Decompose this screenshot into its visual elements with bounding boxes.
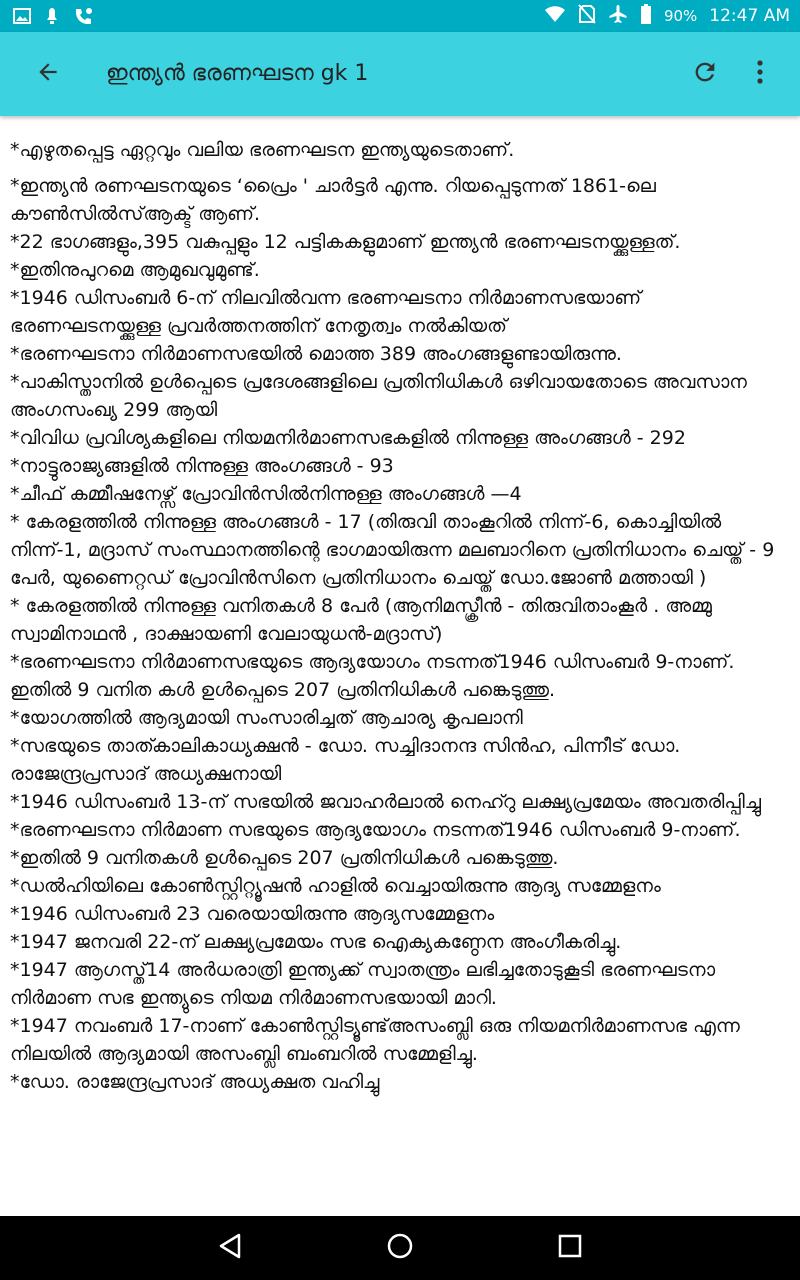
page-title: ഇന്ത്യൻ ഭരണഘടന gk 1: [106, 61, 369, 86]
back-nav-icon: [217, 1232, 243, 1264]
paragraph: *ഭരണഘടനാ നിർമാണസഭയുടെ ആദ്യയോഗം നടന്നത്1946 ഡിസംബർ 9-നാണ്. ഇതിൽ 9 വനിത കൾ ഉൾപ്പെടെ 207 പ്രതിനിധികൾ പങ്കെടുത്തു.: [10, 651, 735, 701]
paragraph: *നാട്ടുരാജ്യങ്ങളിൽ നിന്നുള്ള അംഗങ്ങൾ - 93: [10, 455, 394, 477]
article-content[interactable]: [0, 122, 800, 1216]
nav-home-button[interactable]: [370, 1224, 430, 1272]
paragraph: *1946 ഡിസംബർ 23 വരെയായിരുന്നു ആദ്യസമ്മേളനം: [10, 903, 495, 925]
status-left-icons: [12, 6, 94, 30]
wifi-icon: [544, 5, 566, 28]
paragraph: *ചീഫ് കമ്മീഷനേഴ്സ് പ്രോവിൻസിൽനിന്നുള്ള അംഗങ്ങൾ —4: [10, 483, 522, 505]
paragraph: * കേരളത്തിൽ നിന്നുള്ള അംഗങ്ങൾ - 17 (തിരുവി താംകൂറിൽ നിന്ന്-6, കൊച്ചിയിൽ നിന്ന്-1, മദ്രാസ് സംസ്ഥാനത്തിന്റെ ഭാഗമായിരുന്ന മലബാറിനെ പ്രതിനിധാനം ചെയ്ത് - 9 പേർ, യുണൈറ്റഡ് പ്രോവിൻസിനെ പ്രതിനിധാനം ചെയ്ത് ഡോ.ജോൺ മത്തായി ): [10, 511, 775, 589]
paragraph: *യോഗത്തിൽ ആദ്യമായി സംസാരിച്ചത് ആചാര്യ കൃപലാനി: [10, 707, 523, 729]
paragraph: * കേരളത്തിൽ നിന്നുള്ള വനിതകൾ 8 പേർ (ആനിമസ്ക്രീൻ - തിരുവിതാംകൂർ . അമ്മു സ്വാമിനാഥൻ , ദാക്ഷായണി വേലായുധൻ-മദ്രാസ്): [10, 595, 712, 645]
image-icon: [12, 6, 32, 30]
status-bar: [0, 0, 800, 32]
paragraph: *1946 ഡിസംബർ 13-ന് സഭയിൽ ജവാഹർലാൽ നെഹ്റു ലക്ഷ്യപ്രമേയം അവതരിപ്പിച്ചു: [10, 791, 762, 813]
status-right: [544, 0, 790, 32]
airplane-icon: [608, 4, 628, 29]
nav-back-button[interactable]: [200, 1224, 260, 1272]
nav-recents-button[interactable]: [540, 1224, 600, 1272]
recents-nav-icon: [558, 1234, 582, 1262]
paragraph: *എഴുതപ്പെട്ട ഏറ്റവും വലിയ ഭരണഘടന ഇന്ത്യയുടെതാണ്.: [10, 139, 515, 161]
paragraph: *ഇതിനുപുറമെ ആമുഖവുമുണ്ട്.: [10, 259, 260, 281]
back-button[interactable]: [22, 50, 74, 98]
navigation-bar: [0, 1216, 800, 1280]
paragraph: *ഭരണഘടനാ നിർമാണസഭയിൽ മൊത്ത 389 അംഗങ്ങളുണ്ടായിരുന്നു.: [10, 343, 622, 365]
paragraph: *1946 ഡിസംബർ 6-ന് നിലവിൽവന്ന ഭരണഘടനാ നിർമാണസഭയാണ് ഭരണഘടനയ്ക്കുള്ള പ്രവർത്തനത്തിന് നേതൃത്വം നൽകിയത്: [10, 287, 642, 337]
notification-icon: [42, 6, 62, 30]
refresh-icon: [691, 58, 719, 90]
paragraph: *1947 നവംബർ 17-നാണ് കോൺസ്റ്റിട്യൂണ്ട്അസംബ്ലി ഒരു നിയമനിർമാണസഭ എന്ന നിലയിൽ ആദ്യമായി അസംബ്ലി ബംബറിൽ സമ്മേളിച്ചു.: [10, 1015, 740, 1065]
home-nav-icon: [386, 1232, 414, 1264]
battery-icon: [640, 4, 652, 29]
paragraph: *ഇതിൽ 9 വനിതകൾ ഉൾപ്പെടെ 207 പ്രതിനിധികൾ പങ്കെടുത്തു.: [10, 847, 559, 869]
refresh-button[interactable]: [680, 50, 730, 98]
arrow-back-icon: [35, 59, 61, 89]
phone-icon: [72, 6, 94, 30]
app-bar: [0, 32, 800, 116]
no-sim-icon: [578, 4, 596, 29]
paragraph: *പാകിസ്താനിൽ ഉൾപ്പെടെ പ്രദേശങ്ങളിലെ പ്രതിനിധികൾ ഒഴിവായതോടെ അവസാന അംഗസംഖ്യ 299 ആയി: [10, 371, 747, 421]
paragraph: *22 ഭാഗങ്ങളും,395 വകുപ്പളും 12 പട്ടികകളുമാണ് ഇന്ത്യൻ ഭരണഘടനയ്ക്കുള്ളത്.: [10, 231, 681, 253]
paragraph: *ഡോ. രാജേന്ദ്രപ്രസാദ് അധ്യക്ഷത വഹിച്ചു: [10, 1071, 380, 1093]
clock: 12:47 AM: [709, 6, 790, 26]
paragraph: *സഭയുടെ താത്കാലികാധ്യക്ഷൻ - ഡോ. സച്ചിദാനന്ദ സിൻഹ, പിന്നീട് ഡോ. രാജേന്ദ്രപ്രസാദ് അധ്യക്ഷനായി: [10, 735, 681, 785]
paragraph: *ഡൽഹിയിലെ കോൺസ്റ്റിറ്റ്യൂഷൻ ഹാളിൽ വെച്ചായിരുന്നു ആദ്യ സമ്മേളനം: [10, 875, 661, 897]
battery-percent: 90%: [663, 7, 698, 25]
paragraph: *വിവിധ പ്രവിശ്യകളിലെ നിയമനിർമാണസഭകളിൽ നിന്നുള്ള അംഗങ്ങൾ - 292: [10, 427, 686, 449]
more-options-button[interactable]: [738, 50, 782, 98]
paragraph: *ഇന്ത്യൻ രണഘടനയുടെ ‘പ്രൈം ' ചാർട്ടർ എന്നു. റിയപ്പെടുന്നത് 1861-ലെ കൗൺസിൽസ്ആക്ട് ആണ്.: [10, 175, 656, 225]
paragraph: *1947 ആഗസ്ത്14 അർധരാത്രി ഇന്ത്യക്ക് സ്വാതന്ത്രം ലഭിച്ചതോടുകൂടി ഭരണഘടനാ നിർമാണ സഭ ഇന്ത്യുടെ നിയമ നിർമാണസഭയായി മാറി.: [10, 959, 716, 1009]
paragraph: *ഭരണഘടനാ നിർമാണ സഭയുടെ ആദ്യയോഗം നടന്നത്1946 ഡിസംബർ 9-നാണ്.: [10, 819, 741, 841]
more-vert-icon: [756, 59, 764, 89]
paragraph: *1947 ജനവരി 22-ന് ലക്ഷ്യപ്രമേയം സഭ ഐക്യകണ്ഠേന അംഗീകരിച്ചു.: [10, 931, 622, 953]
